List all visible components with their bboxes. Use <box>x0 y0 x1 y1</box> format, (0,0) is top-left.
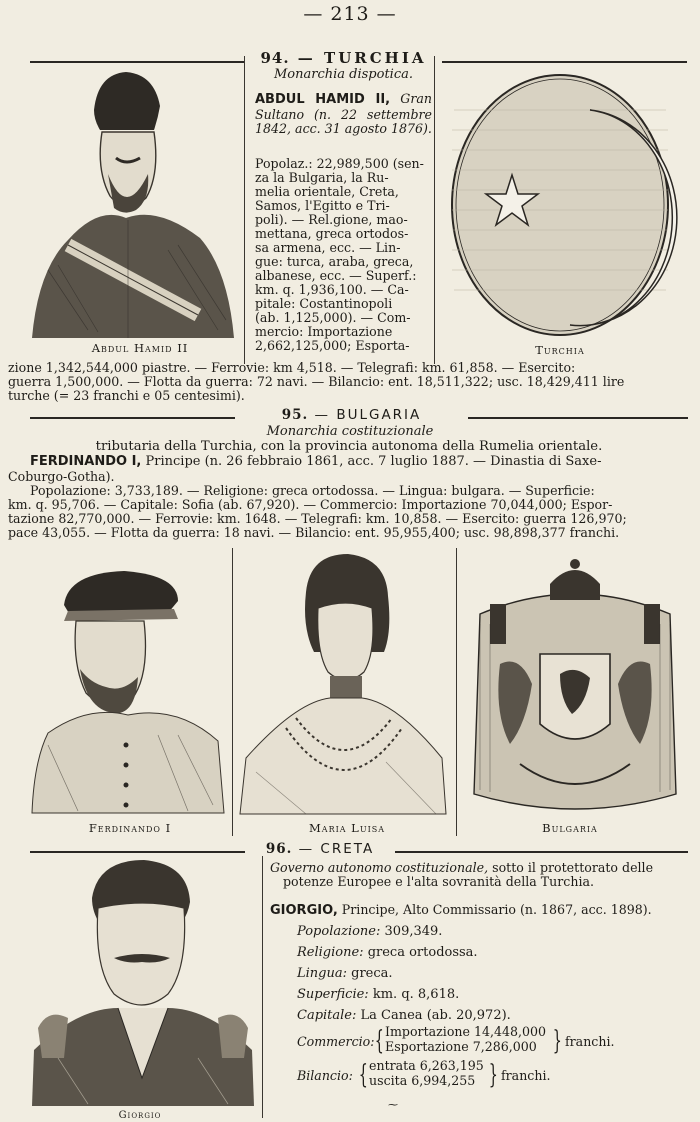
caption-bulgaria-arms: Bulgaria <box>542 821 598 835</box>
ruler-name: ABDUL HAMID II, <box>255 92 391 107</box>
stats-line: Samos, l'Egitto e Tri- <box>255 198 390 214</box>
text-line: zione 1,342,544,000 piastre. — Ferrovie: km 4,518. — Telegrafi: km. 61,858. — Esercito: <box>8 360 576 375</box>
turchia-ruler <box>255 92 432 136</box>
stats-line: pitale: Costantinopoli <box>255 296 393 312</box>
ruler-description: Gran Sultano (n. 22 settembre 1842, acc. 31 agosto 1876). <box>255 91 432 136</box>
creta-ruler <box>270 903 690 919</box>
portrait-maria-luisa <box>236 552 451 817</box>
ruler-description-cont: Coburgo-Gotha). <box>8 468 115 484</box>
section-rule-left <box>30 851 245 853</box>
ruler-description: Principe, Alto Commissario (n. 1867, acc. 1898). <box>341 902 652 917</box>
column-divider <box>434 56 435 364</box>
creta-government <box>270 861 690 889</box>
portrait-giorgio <box>28 858 258 1108</box>
creta-popolazione: Popolazione: 309,349. <box>297 924 443 939</box>
portrait-abdul-hamid <box>28 70 240 340</box>
stats-line: km. q. 95,706. — Capitale: Sofia (ab. 67,920). — Commercio: Importazione 70,044,000; Espor- <box>8 497 613 513</box>
caption-ferdinando: Ferdinando I <box>88 821 172 835</box>
text-line: guerra 1,500,000. — Flotta da guerra: 72 navi. — Bilancio: ent. 18,511,322; usc. 18,429,411 lire <box>8 374 625 390</box>
creta-commercio: Commercio: { Importazione 14,448,000 Esportazione 7,286,000 } franchi. <box>297 1024 615 1056</box>
bulgaria-coat-of-arms <box>460 554 690 816</box>
stats-line: melia orientale, Creta, <box>255 184 399 200</box>
section-rule-right <box>395 851 688 853</box>
stats-line: sa armena, ecc. — Lin- <box>255 240 401 256</box>
column-divider <box>244 56 245 364</box>
creta-capitale: Capitale: La Canea (ab. 20,972). <box>297 1008 511 1023</box>
section-subtitle-turchia: Monarchia dispotica. <box>273 67 413 82</box>
column-divider <box>262 856 263 1118</box>
turchia-full-text <box>8 361 690 404</box>
turchia-flag-emblem <box>440 70 680 340</box>
section-title-creta: 96. — CRETA <box>265 841 375 857</box>
creta-bilancio: Bilancio: { entrata 6,263,195 uscita 6,994,255 } franchi. <box>297 1058 551 1090</box>
creta-lingua: Lingua: greca. <box>297 966 393 981</box>
creta-religione: Religione: greca ortodossa. <box>297 945 478 960</box>
page-ornament: ⁓ <box>388 1100 398 1111</box>
stats-line: (ab. 1,125,000). — Com- <box>255 310 411 326</box>
turchia-stats <box>255 157 432 353</box>
stats-line: pace 43,055. — Flotta da guerra: 18 navi. — Bilancio: ent. 95,955,400; usc. 98,898,377 franchi. <box>8 525 620 541</box>
caption-turchia-flag: Turchia <box>535 343 585 357</box>
bulgaria-intro: tributaria della Turchia, con la provincia autonoma della Rumelia orientale. <box>95 439 603 454</box>
stats-line: km. q. 1,936,100. — Ca- <box>255 282 409 298</box>
column-divider <box>456 548 457 836</box>
section-rule-left <box>30 417 235 419</box>
portrait-ferdinando <box>28 565 226 815</box>
section-subtitle-bulgaria: Monarchia costituzionale <box>266 424 434 439</box>
stats-line: Popolazione: 3,733,189. — Religione: greca ortodossa. — Lingua: bulgara. — Superficie: <box>30 482 595 498</box>
stats-line: poli). — Rel.gione, mao- <box>255 212 408 228</box>
caption-maria-luisa: Maria Luisa <box>309 821 385 835</box>
stats-line: 2,662,125,000; Esporta- <box>255 338 410 354</box>
stats-line: albanese, ecc. — Superf.: <box>255 268 417 284</box>
text-line: turche (= 23 franchi e 05 centesimi). <box>8 388 245 404</box>
stats-line: Popolaz.: 22,989,500 (sen- <box>255 156 424 171</box>
stats-line: tazione 82,770,000. — Ferrovie: km. 1648. — Telegrafi: km. 10,858. — Esercito: guerra 126,970; <box>8 511 627 527</box>
section-rule-left <box>30 61 245 63</box>
creta-superficie: Superficie: km. q. 8,618. <box>297 987 460 1002</box>
ruler-name: FERDINANDO I, <box>30 453 142 469</box>
gov-rest: sotto il protettorato delle <box>492 860 654 875</box>
bulgaria-text <box>8 440 690 541</box>
gov-type: Governo autonomo costituzionale, <box>270 860 489 875</box>
stats-line: mercio: Importazione <box>255 324 393 340</box>
page-number: — 213 — <box>303 3 397 25</box>
column-divider <box>232 548 233 836</box>
caption-giorgio: Giorgio <box>118 1110 162 1121</box>
section-title-turchia: 94. — TURCHIA <box>260 49 427 67</box>
stats-line: za la Bulgaria, la Ru- <box>255 170 389 186</box>
ruler-name: GIORGIO, <box>270 903 338 918</box>
stats-line: mettana, greca ortodos- <box>255 226 409 242</box>
gov-line2: potenze Europee e l'alta sovranità della Turchia. <box>283 874 595 890</box>
section-rule-right <box>468 417 688 419</box>
section-title-bulgaria: 95. — BULGARIA <box>281 407 422 423</box>
caption-abdul-hamid: Abdul Hamid II <box>91 341 189 355</box>
stats-line: gue: turca, araba, greca, <box>255 254 414 270</box>
ruler-description: Principe (n. 26 febbraio 1861, acc. 7 luglio 1887. — Dinastia di Saxe- <box>145 453 602 469</box>
section-rule-right <box>442 61 687 63</box>
